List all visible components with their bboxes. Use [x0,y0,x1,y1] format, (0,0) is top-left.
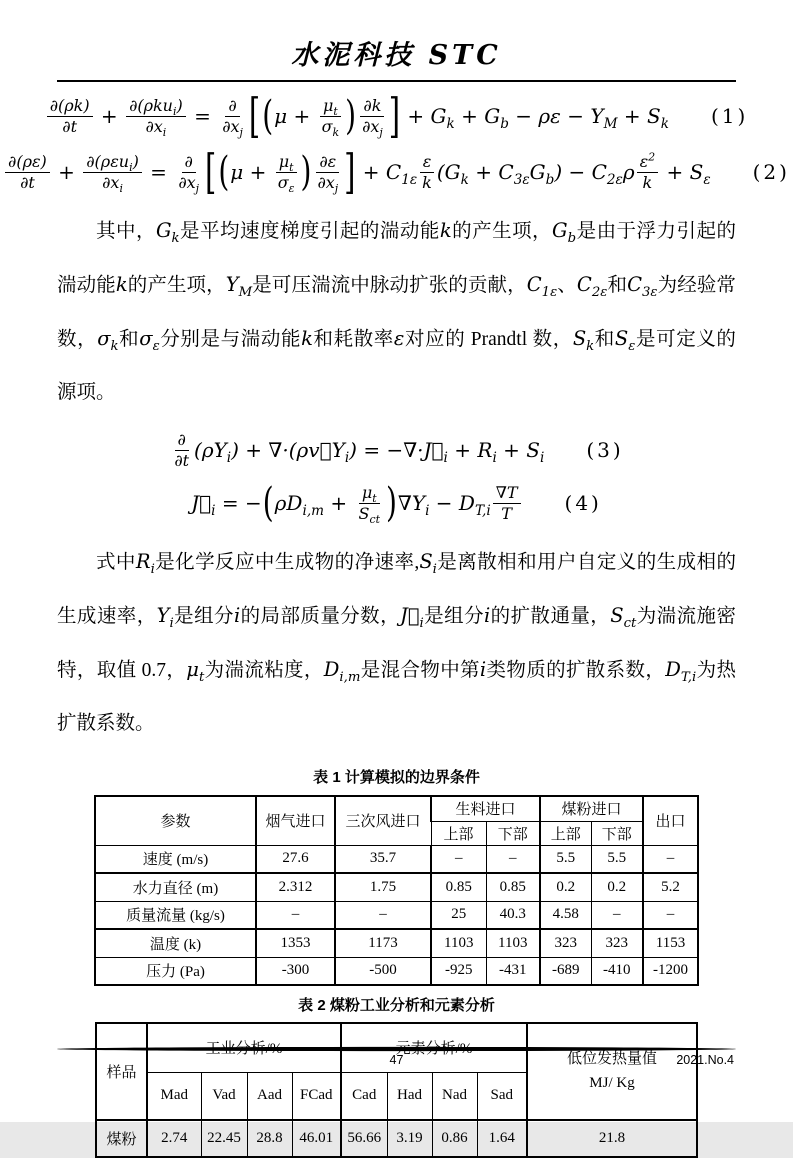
boundary-conditions-table [94,795,699,986]
column-subheader: Cad [341,1072,387,1120]
fraction: $\frac{\nabla T}{T}$ [493,484,521,523]
table-cell: -500 [335,957,431,985]
table-cell: 0.2 [591,873,643,901]
column-header: 煤粉进口 [540,796,643,821]
table-cell: 1353 [256,929,335,957]
table-cell: 35.7 [335,845,431,873]
table-cell: 0.2 [540,873,591,901]
equation-number: (3) [586,438,624,462]
table-cell: 1.75 [335,873,431,901]
table-cell: -689 [540,957,591,985]
table-cell: 25 [431,901,486,929]
table-cell: 28.8 [247,1120,292,1157]
page-footer [57,1046,736,1072]
fraction: $\frac{\partial(\rho ku_i)}{\partial x_i}$ [126,97,186,136]
table-cell: 46.01 [292,1120,341,1157]
table-cell: 5.5 [540,845,591,873]
column-subheader: FCad [292,1072,341,1120]
table-cell: 5.5 [591,845,643,873]
fraction: $\frac{\partial}{\partial t}$ [174,429,190,470]
table-cell: -1200 [643,957,698,985]
fraction: $\frac{\mu_t}{\sigma_\varepsilon}$ [275,153,298,192]
column-subheader: 上部 [540,821,591,845]
column-subheader: 上部 [431,821,486,845]
table-cell: 323 [540,929,591,957]
table-cell: 40.3 [486,901,540,929]
table-cell: 21.8 [527,1120,697,1157]
equation-number: (2) [752,160,790,184]
equation-1: $\frac{\partial(\rho k)}{\partial t}$ + $\frac{\partial(\rho ku_i)}{\partial x_i}$ = $\frac{\partial}{\partial x_j}$ [ ( μ + $\frac{\mu_t}{\sigma_k}$ ) $\frac{\partial k}{\partial x_j}$ ] + $G_k + G_b - \rho\varepsilon - Y_M + S_k$ (1) [57,90,736,142]
paragraph-2: 式中$R_i$是化学反应中生成物的净速率$,S_i$是离散相和用户自定义的生成相的生成速率，$Y_i$是组分i的局部质量分数，$J⃗_i$是组分i的扩散通量，$S_{ct}$为湍流施密特，取值 0.7，$\mu_t$为湍流粘度，$D_{i,m}$是混合物中第i类物质的扩散系数，$D_{T,i}$为热扩散系数。 [57,550,736,734]
column-header: 烟气进口 [256,796,335,845]
heating-unit: MJ/ Kg [589,1074,635,1091]
fraction: $\frac{\mu_t}{S_{ct}}$ [358,482,380,526]
equation-number: (1) [710,104,749,128]
table-cell: – [256,901,335,929]
column-header: 生料进口 [431,796,540,821]
table-cell: -410 [591,957,643,985]
fraction: $\frac{\partial(\rho k)}{\partial t}$ [47,97,93,136]
page-number: 47 [389,1053,404,1067]
fraction: $\frac{\varepsilon}{k}$ [419,153,435,192]
table-cell: – [643,901,698,929]
table-row [95,957,698,985]
table2-caption: 表 2 煤粉工业分析和元素分析 [298,997,495,1014]
equation-3: $\frac{\partial}{\partial t}$ $(\rho Y_i)$ + $\nabla\cdot(\rho v⃗Y_i)$ = $-\nabla\cdot J⃗_i + R_i + S_i$ (3) [57,427,736,473]
table-cell: 1.64 [477,1120,527,1157]
table-row [96,1120,697,1157]
table-cell: – [431,845,486,873]
table-cell: 4.58 [540,901,591,929]
equation-4: $J⃗_i$ = − ( $\rho D_{i,m}$ + $\frac{\mu_t}{S_{ct}}$ ) $\nabla Y_i - D_{T,i}$ $\frac{\nabla T}{T}$ (4) [191,478,602,527]
table-cell: 2.74 [147,1120,201,1157]
fraction: $\frac{\varepsilon^2}{k}$ [637,153,659,192]
fraction: $\frac{\partial}{\partial x_j}$ [222,95,243,139]
table-cell: 2.312 [256,873,335,901]
table-row [95,929,698,957]
table-cell: 3.19 [387,1120,432,1157]
fraction: $\frac{\partial(\rho\varepsilon)}{\partial t}$ [5,153,50,192]
row-label: 煤粉 [96,1120,147,1157]
table-cell: 5.2 [643,873,698,901]
table1-caption: 表 1 计算模拟的边界条件 [313,769,480,786]
row-label: 水力直径 (m) [95,873,256,901]
journal-title: 水泥科技 STC [291,40,502,71]
table-cell: 0.85 [486,873,540,901]
table-cell: 1173 [335,929,431,957]
row-label: 温度 (k) [95,929,256,957]
column-subheader: Had [387,1072,432,1120]
fraction: $\frac{\partial}{\partial x_j}$ [178,151,199,195]
heating-label: 低位发热量值 [566,1051,657,1068]
table-row [95,901,698,929]
table-cell: – [643,845,698,873]
fraction: $\frac{\partial k}{\partial x_j}$ [362,95,383,139]
coal-analysis-table [95,1022,698,1158]
equation-number: (4) [564,491,602,515]
issue-label: 2021.No.4 [676,1053,734,1067]
row-label: 质量流量 (kg/s) [95,901,256,929]
table-cell: 1103 [486,929,540,957]
column-subheader: Aad [247,1072,292,1120]
column-header: 三次风进口 [335,796,431,845]
table-cell: 1153 [643,929,698,957]
fraction: $\frac{\partial(\rho\varepsilon u_i)}{\partial x_i}$ [83,153,142,192]
row-label: 速度 (m/s) [95,845,256,873]
table-cell: 0.85 [431,873,486,901]
table-cell: – [591,901,643,929]
column-header: 出口 [643,796,698,845]
column-subheader: Sad [477,1072,527,1120]
table-cell: 56.66 [341,1120,387,1157]
fraction: $\frac{\mu_t}{\sigma_k}$ [321,95,340,139]
paragraph-1: 其中，$G_k$是平均速度梯度引起的湍动能k的产生项，$G_b$是由于浮力引起的湍动能k的产生项，$Y_M$是可压湍流中脉动扩张的贡献，$C_{1\varepsilon}$、$C_{2\varepsilon}$和$C_{3\varepsilon}$为经验常数，$\sigma_k$和$\sigma_\varepsilon$分别是与湍动能k和耗散率ε对应的 Prandtl 数，$S_k$和$S_\varepsilon$是可定义的源项。 [57,219,736,403]
table-cell: -431 [486,957,540,985]
table-cell: 1103 [431,929,486,957]
table-cell: -925 [431,957,486,985]
table-row [95,873,698,901]
table-cell: – [486,845,540,873]
table-cell: 323 [591,929,643,957]
row-label: 压力 (Pa) [95,957,256,985]
footer-line [57,1052,736,1072]
column-subheader: Nad [432,1072,477,1120]
table-cell: -300 [256,957,335,985]
table-cell: 22.45 [201,1120,247,1157]
table-row [95,845,698,873]
column-subheader: Mad [147,1072,201,1120]
table-cell: 27.6 [256,845,335,873]
column-header: 样品 [96,1023,147,1120]
column-subheader: 下部 [591,821,643,845]
column-subheader: 下部 [486,821,540,845]
table-cell: – [335,901,431,929]
header-rule [57,80,736,82]
column-subheader: Vad [201,1072,247,1120]
equation-2: $\frac{\partial(\rho\varepsilon)}{\partial t}$ + $\frac{\partial(\rho\varepsilon u_i)}{\partial x_i}$ = $\frac{\partial}{\partial x_j}$ [ ( μ + $\frac{\mu_t}{\sigma_\varepsilon}$ ) $\frac{\partial\varepsilon}{\partial x_j}$ ] + $C_{1\varepsilon}$ $\frac{\varepsilon}{k}$ $(G_k + C_{3\varepsilon}G_b) - C_{2\varepsilon}\rho$ $\frac{\varepsilon^2}{k}$ + $S_\varepsilon$ (2) [57,146,736,198]
fraction: $\frac{\partial\varepsilon}{\partial x_j}$ [317,151,339,195]
column-header: 参数 [95,796,256,845]
table-cell: 0.86 [432,1120,477,1157]
